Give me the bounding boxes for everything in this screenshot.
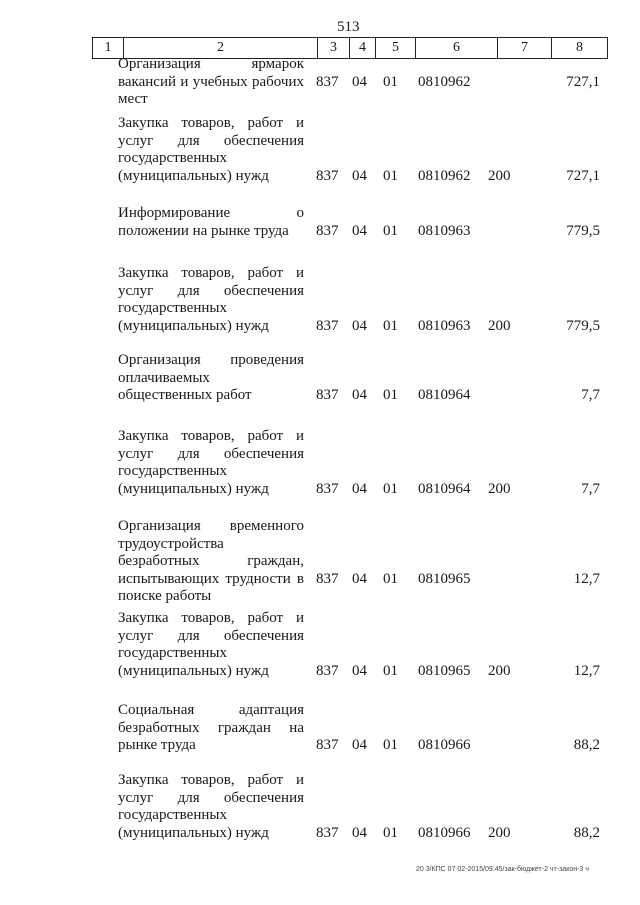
row-c5: 01 xyxy=(383,570,398,587)
row-c7: 200 xyxy=(488,662,511,679)
row-c6: 0810965 xyxy=(418,662,471,679)
row-description: Закупка товаров, работ и услуг для обеспечения государственных (муниципальных) нужд xyxy=(118,115,304,184)
row-c4: 04 xyxy=(352,480,367,497)
row-c5: 01 xyxy=(383,662,398,679)
row-c3: 837 xyxy=(316,317,339,334)
header-col-4: 4 xyxy=(349,38,375,58)
row-c3: 837 xyxy=(316,737,339,753)
row-c8: 88,2 xyxy=(573,737,600,753)
row-c8: 7,7 xyxy=(581,480,600,497)
row-c6: 0810963 xyxy=(418,317,471,334)
row-c7: 200 xyxy=(488,480,511,497)
row-c5: 01 xyxy=(383,824,398,841)
row-description: Закупка товаров, работ и услуг для обеспечения государственных (муниципальных) нужд xyxy=(118,428,304,497)
row-c4: 04 xyxy=(352,662,367,679)
row-c4: 04 xyxy=(352,570,367,587)
row-c5: 01 xyxy=(383,317,398,334)
row-c5: 01 xyxy=(383,167,398,184)
row-c5: 01 xyxy=(383,480,398,497)
row-c8: 88,2 xyxy=(573,824,600,841)
row-c6: 0810966 xyxy=(418,824,471,841)
row-c7: 200 xyxy=(488,317,511,334)
row-c3: 837 xyxy=(316,73,339,90)
row-c5: 01 xyxy=(383,222,398,239)
row-c4: 04 xyxy=(352,317,367,334)
row-c3: 837 xyxy=(316,480,339,497)
row-c6: 0810963 xyxy=(418,222,471,239)
row-c6: 0810964 xyxy=(418,387,471,403)
row-description: Организация ярмарок вакансий и учебных рабочих мест xyxy=(118,56,304,107)
row-description: Организация проведения оплачиваемых общественных работ xyxy=(118,352,304,403)
row-c8: 779,5 xyxy=(566,317,600,334)
row-description: Закупка товаров, работ и услуг для обеспечения государственных (муниципальных) нужд xyxy=(118,265,304,334)
row-c6: 0810964 xyxy=(418,480,471,497)
row-c8: 12,7 xyxy=(573,570,600,587)
row-description: Организация временного трудоустройства безработных граждан, испытывающих трудности в поиске работы xyxy=(118,518,304,604)
row-c3: 837 xyxy=(316,387,339,403)
row-c7: 200 xyxy=(488,824,511,841)
row-c3: 837 xyxy=(316,167,339,184)
row-c8: 727,1 xyxy=(566,167,600,184)
row-c4: 04 xyxy=(352,73,367,90)
row-c4: 04 xyxy=(352,824,367,841)
row-c5: 01 xyxy=(383,73,398,90)
row-description: Социальная адаптация безработных граждан на рынке труда xyxy=(118,702,304,753)
row-description: Закупка товаров, работ и услуг для обеспечения государственных (муниципальных) нужд xyxy=(118,772,304,841)
row-c8: 12,7 xyxy=(573,662,600,679)
row-c3: 837 xyxy=(316,222,339,239)
row-c5: 01 xyxy=(383,387,398,403)
row-c8: 727,1 xyxy=(566,73,600,90)
row-c6: 0810962 xyxy=(418,167,471,184)
header-col-1: 1 xyxy=(104,40,112,55)
row-c6: 0810962 xyxy=(418,73,471,90)
row-c5: 01 xyxy=(383,737,398,753)
row-c6: 0810965 xyxy=(418,570,471,587)
row-c4: 04 xyxy=(352,737,367,753)
row-c3: 837 xyxy=(316,824,339,841)
header-col-6: 6 xyxy=(415,38,497,58)
row-c6: 0810966 xyxy=(418,737,471,753)
row-c4: 04 xyxy=(352,222,367,239)
document-footer: 20 3/КПС 07 02-2015/09.45/зак-бюджет-2 чт-закон-3 ч xyxy=(416,866,589,873)
row-c3: 837 xyxy=(316,570,339,587)
row-c3: 837 xyxy=(316,662,339,679)
row-c4: 04 xyxy=(352,387,367,403)
row-c4: 04 xyxy=(352,167,367,184)
header-col-7: 7 xyxy=(497,38,551,58)
row-c8: 7,7 xyxy=(581,387,600,403)
header-col-2: 2 xyxy=(123,38,317,58)
header-col-8: 8 xyxy=(551,38,607,58)
row-description: Информирование о положении на рынке труда xyxy=(118,205,304,239)
header-col-3: 3 xyxy=(317,38,349,58)
page-number: 513 xyxy=(337,19,360,35)
row-c8: 779,5 xyxy=(566,222,600,239)
row-c7: 200 xyxy=(488,167,511,184)
header-col-5: 5 xyxy=(375,38,415,58)
row-description: Закупка товаров, работ и услуг для обеспечения государственных (муниципальных) нужд xyxy=(118,610,304,679)
